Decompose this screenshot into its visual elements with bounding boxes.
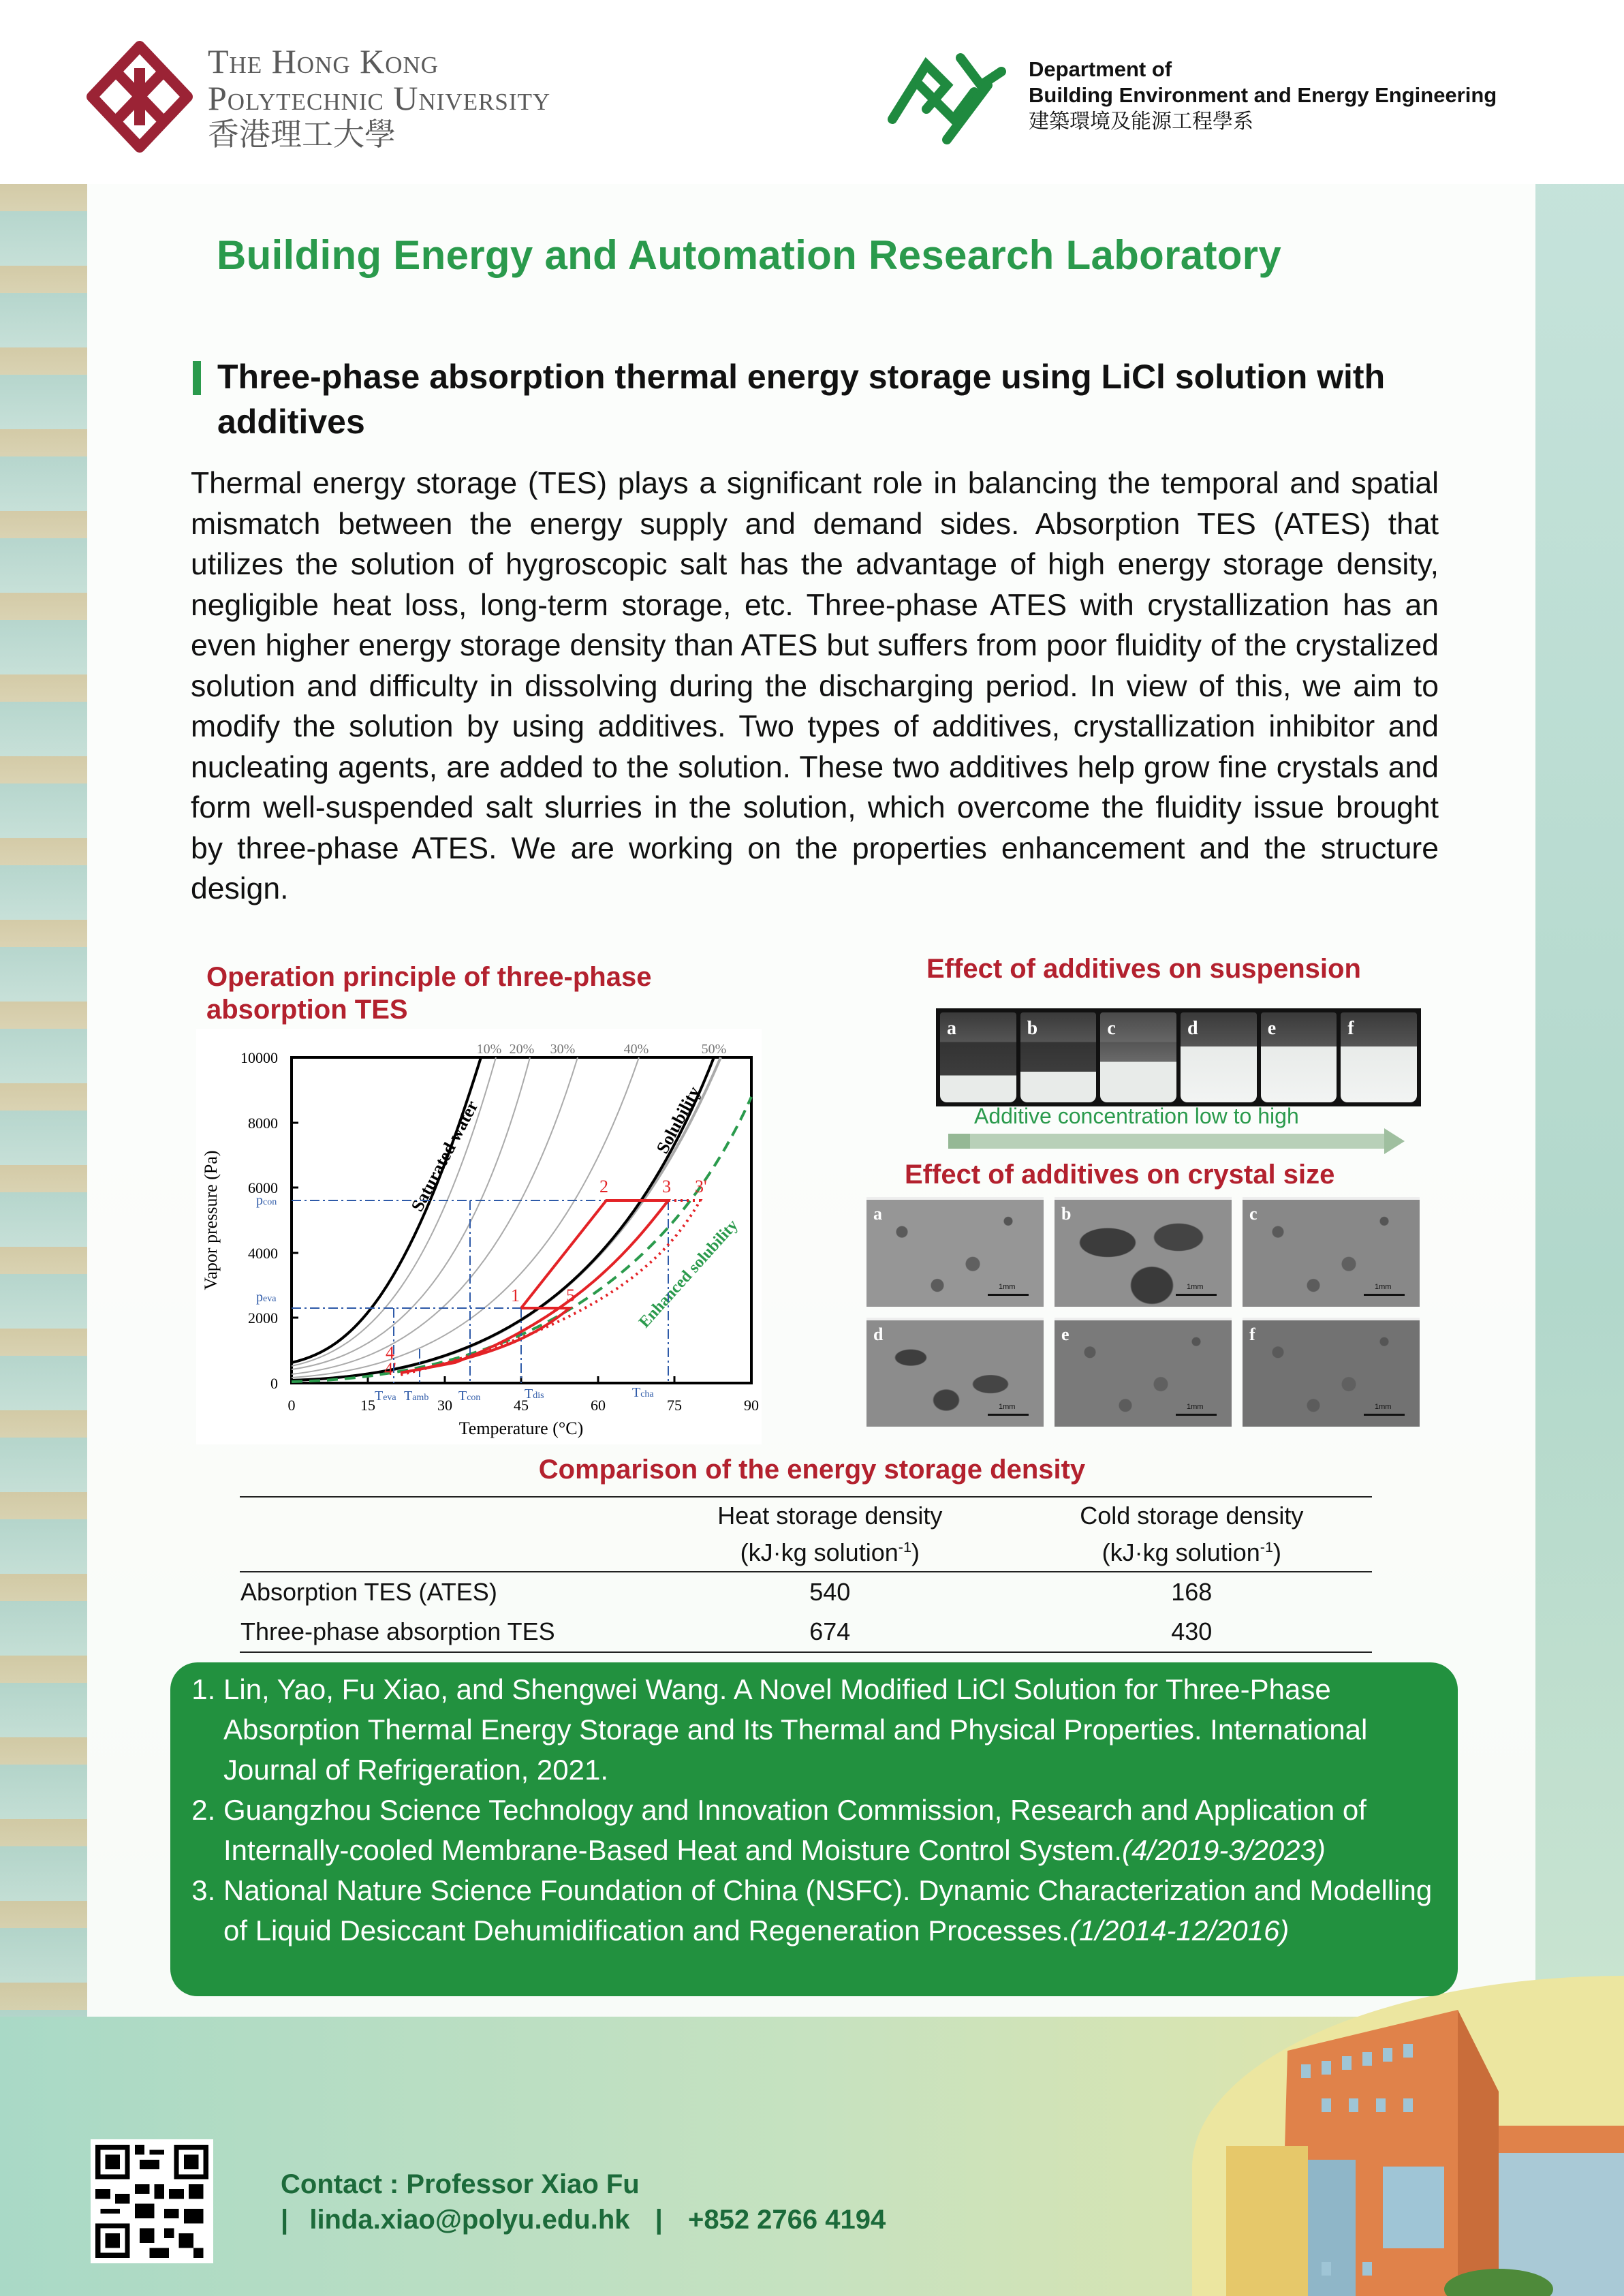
department-line1: Department of (1029, 57, 1172, 81)
x-axis-label: Temperature (°C) (458, 1418, 584, 1438)
heat-value: 540 (809, 1578, 851, 1606)
references-box (170, 1662, 1458, 1996)
beaker-e: e (1261, 1012, 1337, 1102)
svg-text:3': 3' (695, 1177, 707, 1196)
svg-text:3: 3 (662, 1177, 671, 1196)
department-line2: Building Environment and Energy Engineering (1029, 83, 1497, 108)
svg-text:8000: 8000 (248, 1115, 278, 1132)
svg-text:pcon: pcon (256, 1193, 277, 1208)
header-cold-density: Cold storage density (kJ·kg solution$^{-1}$) (1080, 1502, 1304, 1566)
svg-text:60: 60 (591, 1397, 606, 1414)
crystal-size-title: Effect of additives on crystal size (905, 1160, 1335, 1190)
svg-text:Solubility: Solubility (652, 1083, 704, 1157)
svg-text:1: 1 (511, 1286, 520, 1305)
svg-text:Tdis: Tdis (525, 1386, 544, 1401)
qr-code-icon[interactable] (91, 2139, 213, 2263)
svg-text:30: 30 (437, 1397, 452, 1414)
heat-value: 674 (809, 1617, 851, 1645)
polyu-logo (85, 41, 550, 153)
svg-text:Teva: Teva (375, 1389, 396, 1403)
department-logo (879, 44, 1497, 146)
table-row (240, 1612, 1372, 1652)
beaker-c: c (1100, 1012, 1176, 1102)
reference-item: 2. Guangzhou Science Technology and Innovation Commission, Research and Application of Internally-cooled Membrane-Based Heat and Moisture Control System.(4/2019-3/2023) (223, 1790, 1444, 1870)
university-name-chinese: 香港理工大學 (208, 117, 396, 152)
suspension-photo (936, 1008, 1421, 1106)
beaker-f: f (1341, 1012, 1417, 1102)
svg-text:6000: 6000 (248, 1179, 278, 1196)
svg-text:0: 0 (287, 1397, 296, 1414)
svg-text:40%: 40% (623, 1042, 649, 1057)
micrograph-d: d 1mm (866, 1318, 1044, 1427)
beaker-a: a (940, 1012, 1016, 1102)
beaker-d: d (1181, 1012, 1257, 1102)
svg-text:75: 75 (667, 1397, 682, 1414)
university-name-line1: The Hong Kong (208, 42, 439, 80)
svg-text:4: 4 (386, 1343, 394, 1363)
micrograph-e: e 1mm (1055, 1318, 1232, 1427)
svg-text:0: 0 (270, 1375, 278, 1392)
university-name-line2: Polytechnic University (208, 78, 551, 117)
svg-text:Enhanced solubility: Enhanced solubility (636, 1216, 742, 1332)
header-heat-density: Heat storage density (kJ·kg solution$^{-1}$) (717, 1502, 943, 1566)
beaker-b: b (1020, 1012, 1097, 1102)
micrograph-c: c 1mm (1243, 1197, 1420, 1307)
header-empty (240, 1497, 649, 1572)
cold-value: 168 (1171, 1578, 1213, 1606)
cold-value: 430 (1171, 1617, 1213, 1645)
concentration-arrow-icon (948, 1134, 1384, 1149)
svg-text:90: 90 (744, 1397, 759, 1414)
svg-text:20%: 20% (509, 1042, 535, 1057)
polyu-knot-icon (85, 41, 194, 153)
svg-text:Tamb: Tamb (404, 1389, 429, 1403)
crystal-micrographs (866, 1197, 1420, 1427)
department-emblem-icon (879, 44, 1015, 146)
suspension-title: Effect of additives on suspension (926, 954, 1361, 984)
building-illustration (1213, 1989, 1624, 2296)
svg-text:Tcon: Tcon (458, 1389, 481, 1403)
concentration-label: Additive concentration low to high (974, 1104, 1299, 1128)
section-title-text: Three-phase absorption thermal energy storage using LiCl solution with additives (217, 358, 1386, 441)
svg-text:30%: 30% (550, 1042, 576, 1057)
vapor-pressure-chart (196, 1029, 762, 1444)
table-header-row (240, 1497, 1372, 1572)
background-building-right (1535, 184, 1624, 2023)
section-title (193, 354, 1487, 444)
lab-title: Building Energy and Automation Research Laboratory (217, 232, 1281, 278)
svg-text:10%: 10% (476, 1042, 502, 1057)
svg-text:50%: 50% (701, 1042, 727, 1057)
svg-text:4000: 4000 (248, 1245, 278, 1262)
micrograph-b: b 1mm (1055, 1197, 1232, 1307)
svg-text:4': 4' (384, 1359, 396, 1379)
svg-text:2000: 2000 (248, 1309, 278, 1327)
reference-item: 1. Lin, Yao, Fu Xiao, and Shengwei Wang. A Novel Modified LiCl Solution for Three-Phase Absorption Thermal Energy Storage and Its Thermal and Physical Properties. International Journal of Refrigeration, 2021. (223, 1669, 1444, 1790)
operation-principle-title: Operation principle of three-phase absorption TES (206, 962, 652, 1025)
svg-text:Saturated water: Saturated water (407, 1097, 482, 1215)
table-row (240, 1572, 1372, 1612)
operation-principle-chart (196, 1029, 762, 1444)
comparison-table (240, 1496, 1372, 1653)
contact-separator: | (281, 2205, 289, 2235)
micrograph-a: a 1mm (866, 1197, 1044, 1307)
row-name: Three-phase absorption TES (240, 1617, 555, 1645)
micrograph-f: f 1mm (1243, 1318, 1420, 1427)
background-building-left (0, 184, 87, 2023)
row-name: Absorption TES (ATES) (240, 1578, 497, 1606)
contact-block (281, 2167, 886, 2237)
svg-text:10000: 10000 (240, 1049, 278, 1066)
section-accent-bar (193, 361, 201, 395)
svg-text:2: 2 (599, 1177, 608, 1196)
header (0, 0, 1624, 184)
contact-email-link[interactable]: linda.xiao@polyu.edu.hk (309, 2205, 630, 2235)
svg-text:5: 5 (566, 1286, 575, 1305)
contact-phone-link[interactable]: +852 2766 4194 (687, 2205, 886, 2235)
svg-text:15: 15 (360, 1397, 375, 1414)
svg-text:peva: peva (256, 1290, 277, 1305)
intro-paragraph: Thermal energy storage (TES) plays a significant role in balancing the temporal and spatial mismatch between the energy supply and demand sides. Absorption TES (ATES) that utilizes the solution of hygroscopic salt has the advantage of high energy storage density, negligible heat loss, long-term storage, etc. Three-phase ATES with crystallization has an even higher energy storage density than ATES but suffers from poor fluidity of the crystalized solution and difficulty in dissolving during the discharging period. In view of this, we aim to modify the solution by using additives. Two types of additives, crystallization inhibitor and nucleating agents, are added to the solution. These two additives help grow fine crystals and form well-suspended salt slurries in the solution, which overcome the fluidity issue brought by three-phase ATES. We are working on the properties enhancement and the structure design. (191, 467, 1439, 905)
reference-item: 3. National Nature Science Foundation of China (NSFC). Dynamic Characterization and Modelling of Liquid Desiccant Dehumidification and Regeneration Processes.(1/2014-12/2016) (223, 1870, 1444, 1951)
contact-separator: | (655, 2205, 663, 2235)
svg-text:45: 45 (514, 1397, 529, 1414)
svg-text:Tcha: Tcha (632, 1385, 654, 1400)
comparison-table-title: Comparison of the energy storage density (538, 1455, 1086, 1485)
department-chinese: 建築環境及能源工程學系 (1029, 110, 1253, 133)
y-axis-label: Vapor pressure (Pa) (201, 1150, 221, 1290)
contact-name: Contact : Professor Xiao Fu (281, 2169, 640, 2199)
